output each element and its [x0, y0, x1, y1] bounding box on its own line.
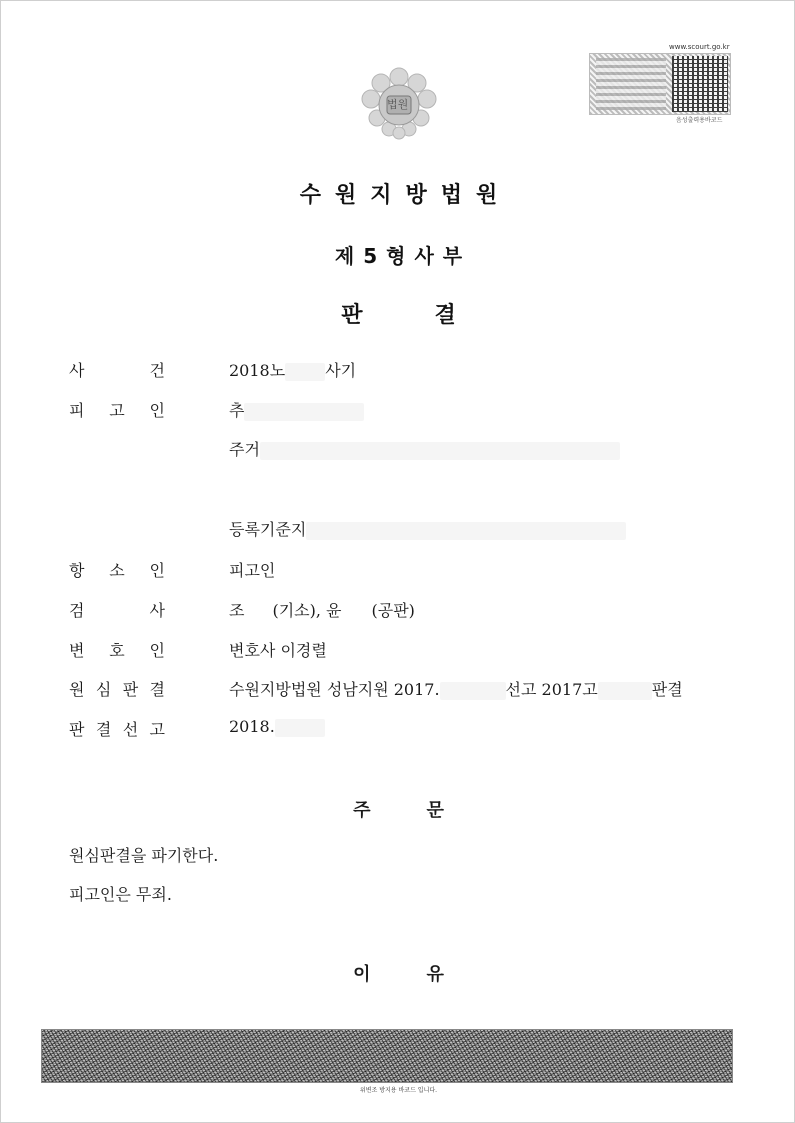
seal-label: 법원 — [387, 98, 409, 111]
court-name: 수원지방법원 — [299, 183, 512, 208]
value-pronounced: 2018. — [229, 717, 325, 737]
document-type-heading: 판 결 — [341, 303, 456, 328]
barcode-caption: 음성출력용바코드 — [676, 117, 723, 124]
row-pronounced — [69, 717, 729, 743]
row-case — [69, 358, 729, 384]
value-original-judgment: 수원지방법원 성남지원 2017. 선고 2017고 판결 — [229, 680, 683, 699]
order-line-1: 원심판결을 파기한다. — [69, 846, 219, 865]
label-appellant: 항 소 인 — [69, 561, 165, 580]
value-appellant: 피고인 — [229, 561, 276, 580]
label-defendant: 피 고 인 — [69, 401, 165, 420]
label-counsel: 변 호 인 — [69, 641, 165, 660]
value-defendant: 추 — [229, 398, 364, 421]
row-residence — [69, 437, 729, 463]
section-reason-heading: 이 유 — [353, 964, 444, 985]
row-original-judgment — [69, 677, 729, 703]
row-prosecutor — [69, 598, 729, 624]
label-pronounced: 판 결 선 고 — [69, 720, 165, 739]
section-order-heading: 주 문 — [353, 800, 444, 821]
row-defendant — [69, 398, 729, 424]
order-line-2: 피고인은 무죄. — [69, 885, 172, 904]
value-registry: 등록기준지 — [229, 517, 626, 540]
label-original-judgment: 원 심 판 결 — [69, 680, 165, 699]
value-prosecutor: 조 (기소), 윤 (공판) — [229, 601, 415, 620]
anti-forgery-barcode — [41, 1029, 733, 1083]
barcode-url: www.scourt.go.kr — [669, 43, 730, 51]
label-prosecutor: 검 사 — [69, 601, 165, 620]
division-name: 제5형사부 — [334, 244, 472, 268]
barcode-footer-caption: 위변조 방지용 바코드 입니다. — [359, 1087, 438, 1094]
qr-barcode — [589, 53, 731, 115]
label-case: 사 건 — [69, 361, 165, 380]
row-appellant — [69, 558, 729, 584]
row-counsel — [69, 638, 729, 664]
row-registry — [69, 517, 729, 543]
value-case: 2018노 사기 — [229, 361, 357, 380]
value-counsel: 변호사 이경렬 — [229, 641, 327, 660]
value-residence: 주거 — [229, 437, 620, 460]
